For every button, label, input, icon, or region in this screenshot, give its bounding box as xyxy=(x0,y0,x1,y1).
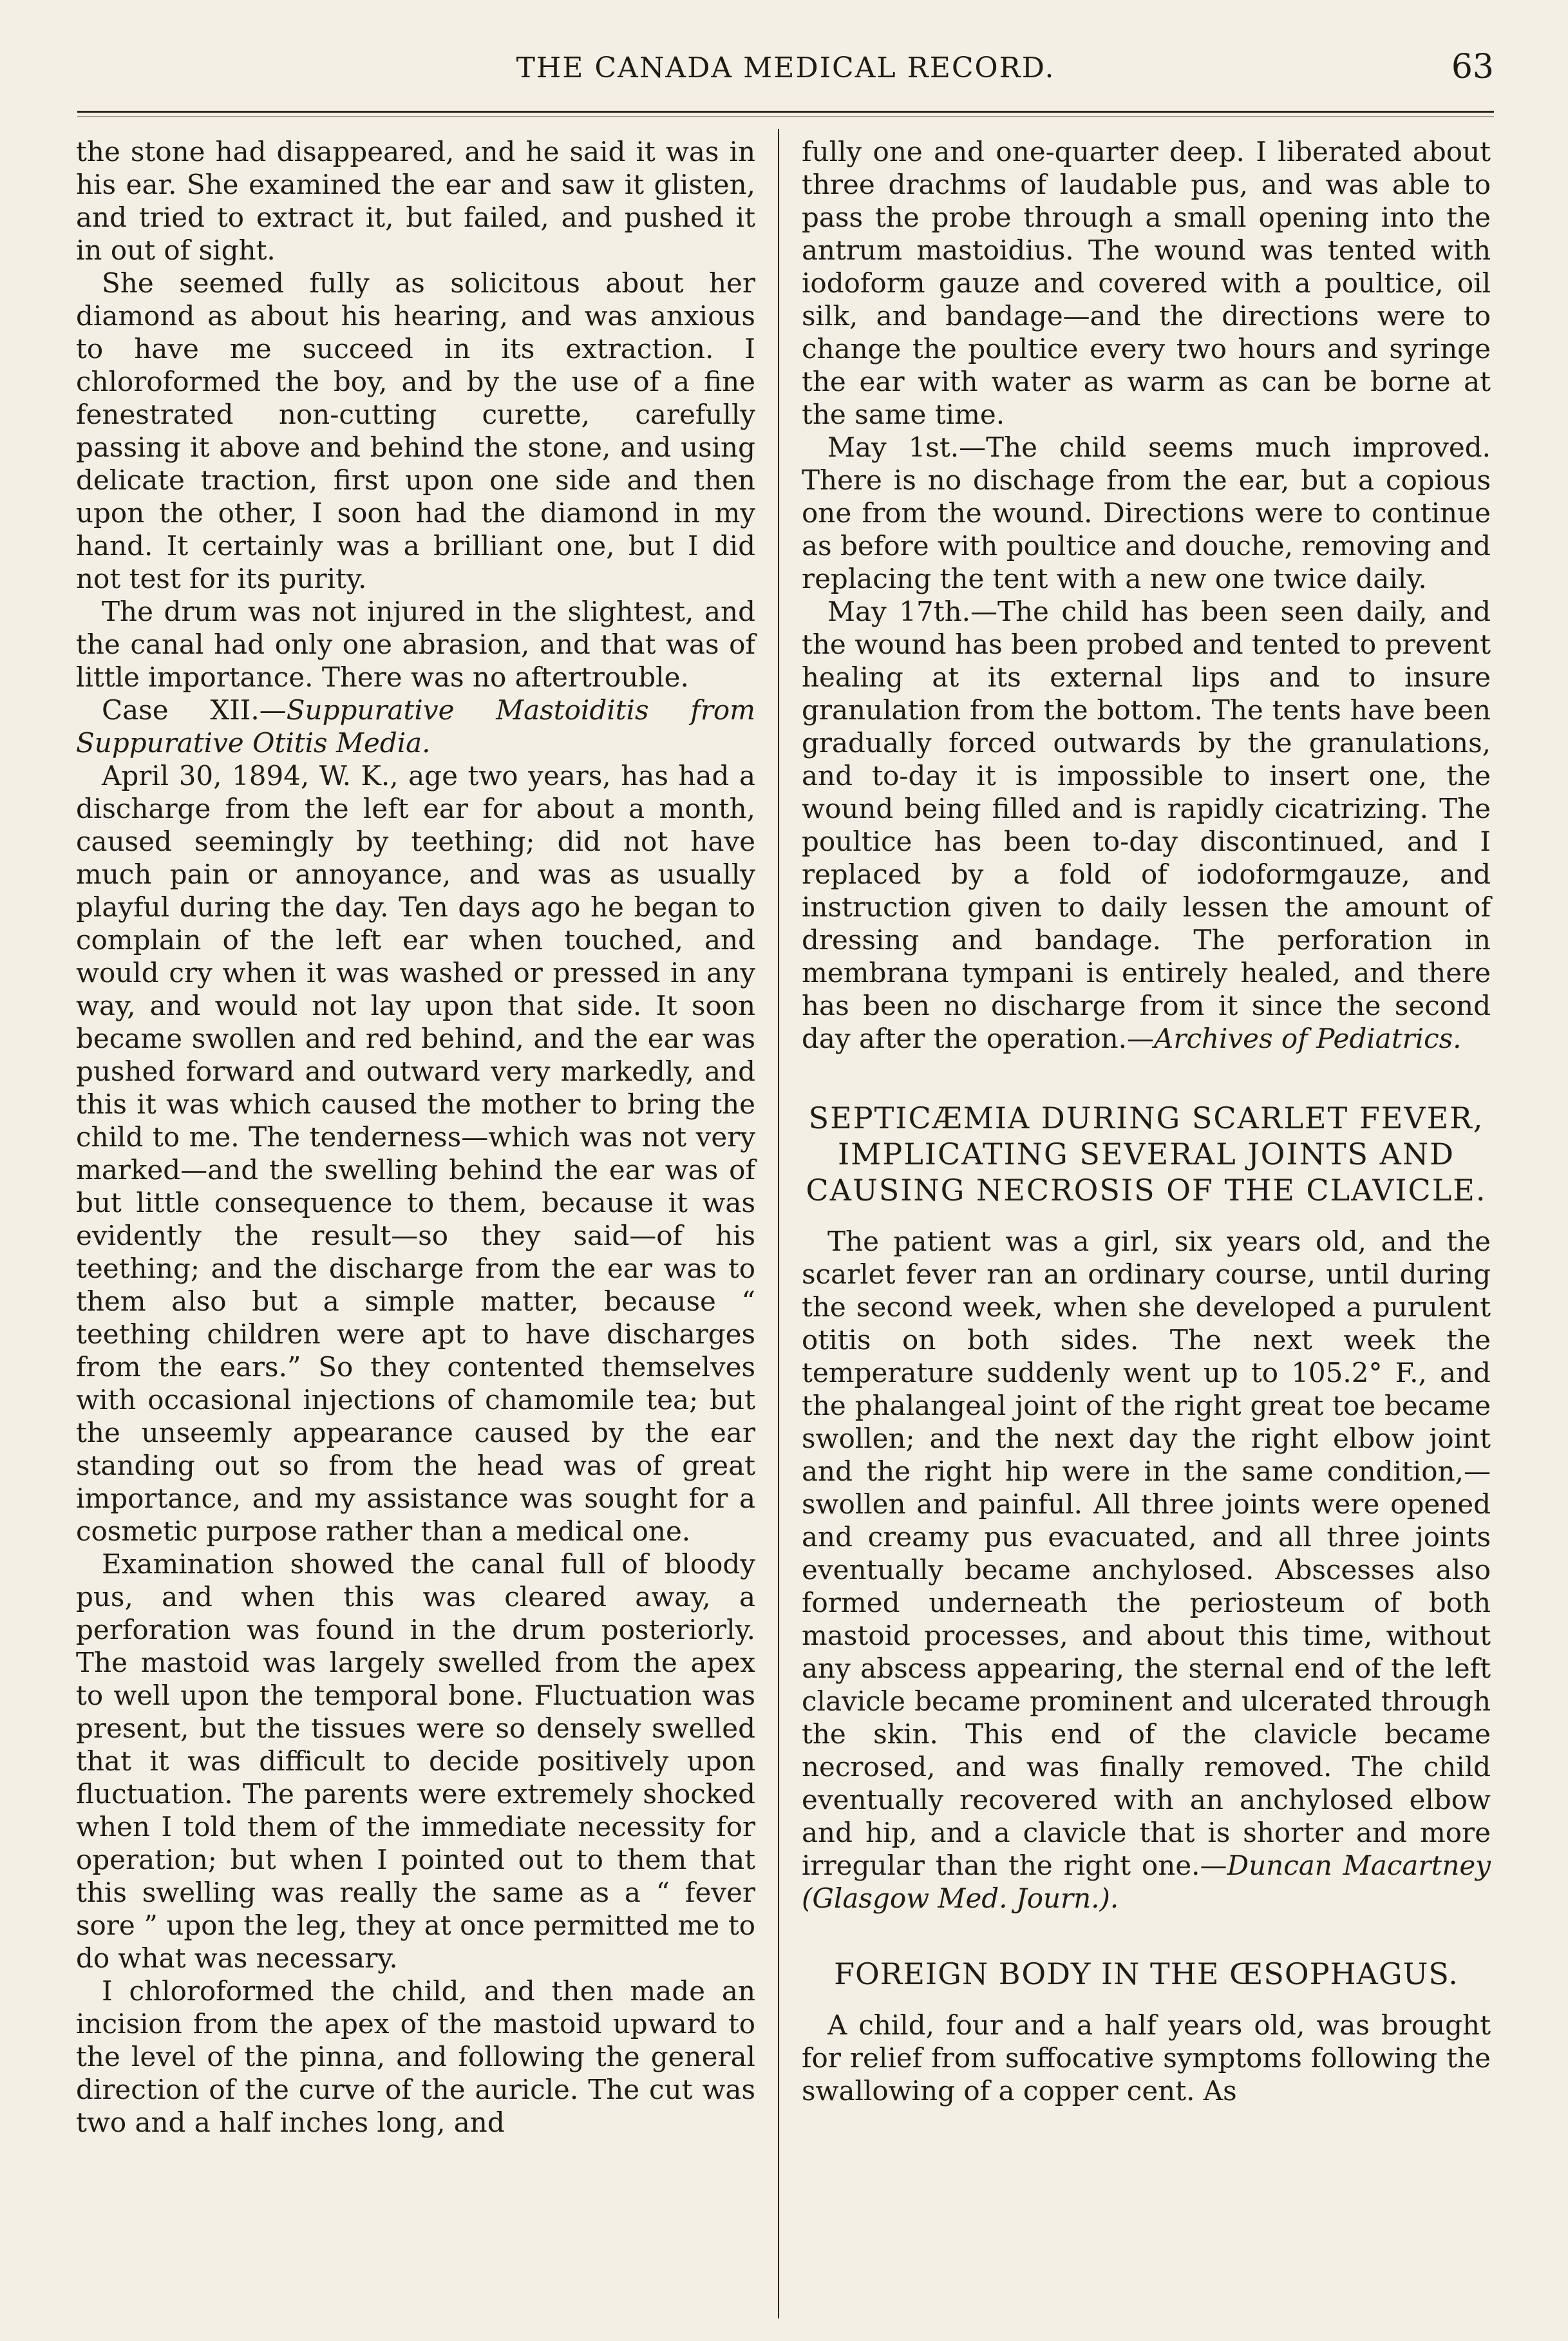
article-heading-septicaemia: SEPTICÆMIA DURING SCARLET FEVER, IMPLICATING SEVERAL JOINTS AND CAUSING NECROSIS OF THE CLAVICLE. xyxy=(806,1101,1487,1208)
right-column xyxy=(802,135,1491,2107)
case-heading xyxy=(76,694,755,759)
paragraph xyxy=(802,595,1491,1055)
left-column xyxy=(76,135,755,2139)
case-title: Suppurative Mastoiditis from Suppurative Otitis Media. xyxy=(76,694,756,759)
paragraph: Examination showed the canal full of bloody pus, and when this was cleared away, a perforation was found in the drum posteriorly. The mastoid was largely swelled from the apex to well upon the temporal bone. Fluctuation was present, but the tissues were so densely swelled that it was difficult to decide positively upon fluctuation. The parents were extremely shocked when I told them of the immediate necessity for operation; but when I pointed out to them that this swelling was really the same as a “ fever sore ” upon the leg, they at once permitted me to do what was necessary. xyxy=(76,1548,755,1974)
running-title: THE CANADA MEDICAL RECORD. xyxy=(516,52,1055,84)
paragraph: The drum was not injured in the slightest, and the canal had only one abrasion, and that was of little importance. There was no aftertrouble. xyxy=(76,596,755,693)
page-number: 63 xyxy=(1451,48,1494,86)
paragraph: April 30, 1894, W. K., age two years, has had a discharge from the left ear for about a month, caused seemingly by teething; did not have much pain or annoyance, and was as usually playful during the day. Ten days ago he began to complain of the left ear when touched, and would cry when it was washed or pressed in any way, and would not lay upon that side. It soon became swollen and red behind, and the ear was pushed forward and outward very markedly, and this it was which caused the mother to bring the child to me. The tenderness—which was not very marked—and the swelling behind the ear was of but little consequence to them, because it was evidently the result—so they said—of his teething; and the discharge from the ear was to them also but a simple matter, because “ teething children were apt to have discharges from the ears.” So they contented themselves with occasional injections of chamomile tea; but the unseemly appearance caused by the ear standing out so from the head was of great importance, and my assistance was sought for a cosmetic purpose rather than a medical one. xyxy=(76,760,755,1547)
paragraph: fully one and one-quarter deep. I liberated about three drachms of laudable pus, and was able to pass the probe through a small opening into the antrum mastoidius. The wound was tented with iodoform gauze and covered with a poultice, oil silk, and bandage—and the directions were to change the poultice every two hours and syringe the ear with water as warm as can be borne at the same time. xyxy=(802,136,1491,430)
source-citation: Archives of Pediatrics. xyxy=(1154,1023,1462,1054)
column-divider xyxy=(778,129,779,2318)
case-label: Case XII.— xyxy=(102,694,287,726)
header-rule xyxy=(77,111,1494,117)
paragraph-text: May 17th.—The child has been seen daily, and the wound has been probed and tented to prevent healing at its external lips and to insure granulation from the bottom. The tents have been gradually forced outwards by the granulations, and to-day it is impossible to insert one, the wound being filled and is rapidly cicatrizing. The poultice has been to-day discontinued, and I replaced by a fold of iodoformgauze, and instruction given to daily lessen the amount of dressing and bandage. The perforation in membrana tympani is entirely healed, and there has been no discharge from it since the second day after the operation.— xyxy=(802,596,1491,1054)
running-header xyxy=(77,26,1494,103)
paragraph xyxy=(802,1225,1491,1915)
article-heading-oesophagus: FOREIGN BODY IN THE ŒSOPHAGUS. xyxy=(834,1957,1459,1991)
paragraph: She seemed fully as solicitous about her diamond as about his hearing, and was anxious to have me succeed in its extraction. I chloroformed the boy, and by the use of a fine fenestrated non-cutting curette, carefully passing it above and behind the stone, and using delicate traction, first upon one side and then upon the other, I soon had the diamond in my hand. It certainly was a brilliant one, but I did not test for its purity. xyxy=(76,267,755,594)
paragraph: May 1st.—The child seems much improved. There is no dischage from the ear, but a copious one from the wound. Directions were to continue as before with poultice and douche, removing and replacing the tent with a new one twice daily. xyxy=(802,431,1491,594)
paragraph: the stone had disappeared, and he said it was in his ear. She examined the ear and saw it glisten, and tried to extract it, but failed, and pushed it in out of sight. xyxy=(76,136,755,266)
source-citation: Duncan Macartney (Glasgow Med. Journ.). xyxy=(802,1850,1491,1914)
paragraph-text: The patient was a girl, six years old, and the scarlet fever ran an ordinary course, until during the second week, when she developed a purulent otitis on both sides. The next week the temperature suddenly went up to 105.2° F., and the phalangeal joint of the right great toe became swollen; and the next day the right elbow joint and the right hip were in the same condition,—swollen and painful. All three joints were opened and creamy pus evacuated, and all three joints eventually became anchylosed. Abscesses also formed underneath the periosteum of both mastoid processes, and about this time, without any abscess appearing, the sternal end of the left clavicle became prominent and ulcerated through the skin. This end of the clavicle became necrosed, and was finally removed. The child eventually recovered with an anchylosed elbow and hip, and a clavicle that is shorter and more irregular than the right one.— xyxy=(802,1226,1491,1881)
paragraph: I chloroformed the child, and then made an incision from the apex of the mastoid upward to the level of the pinna, and following the general direction of the curve of the auricle. The cut was two and a half inches long, and xyxy=(76,1975,755,2138)
paragraph: A child, four and a half years old, was brought for relief from suffocative symptoms following the swallowing of a copper cent. As xyxy=(802,2009,1491,2107)
